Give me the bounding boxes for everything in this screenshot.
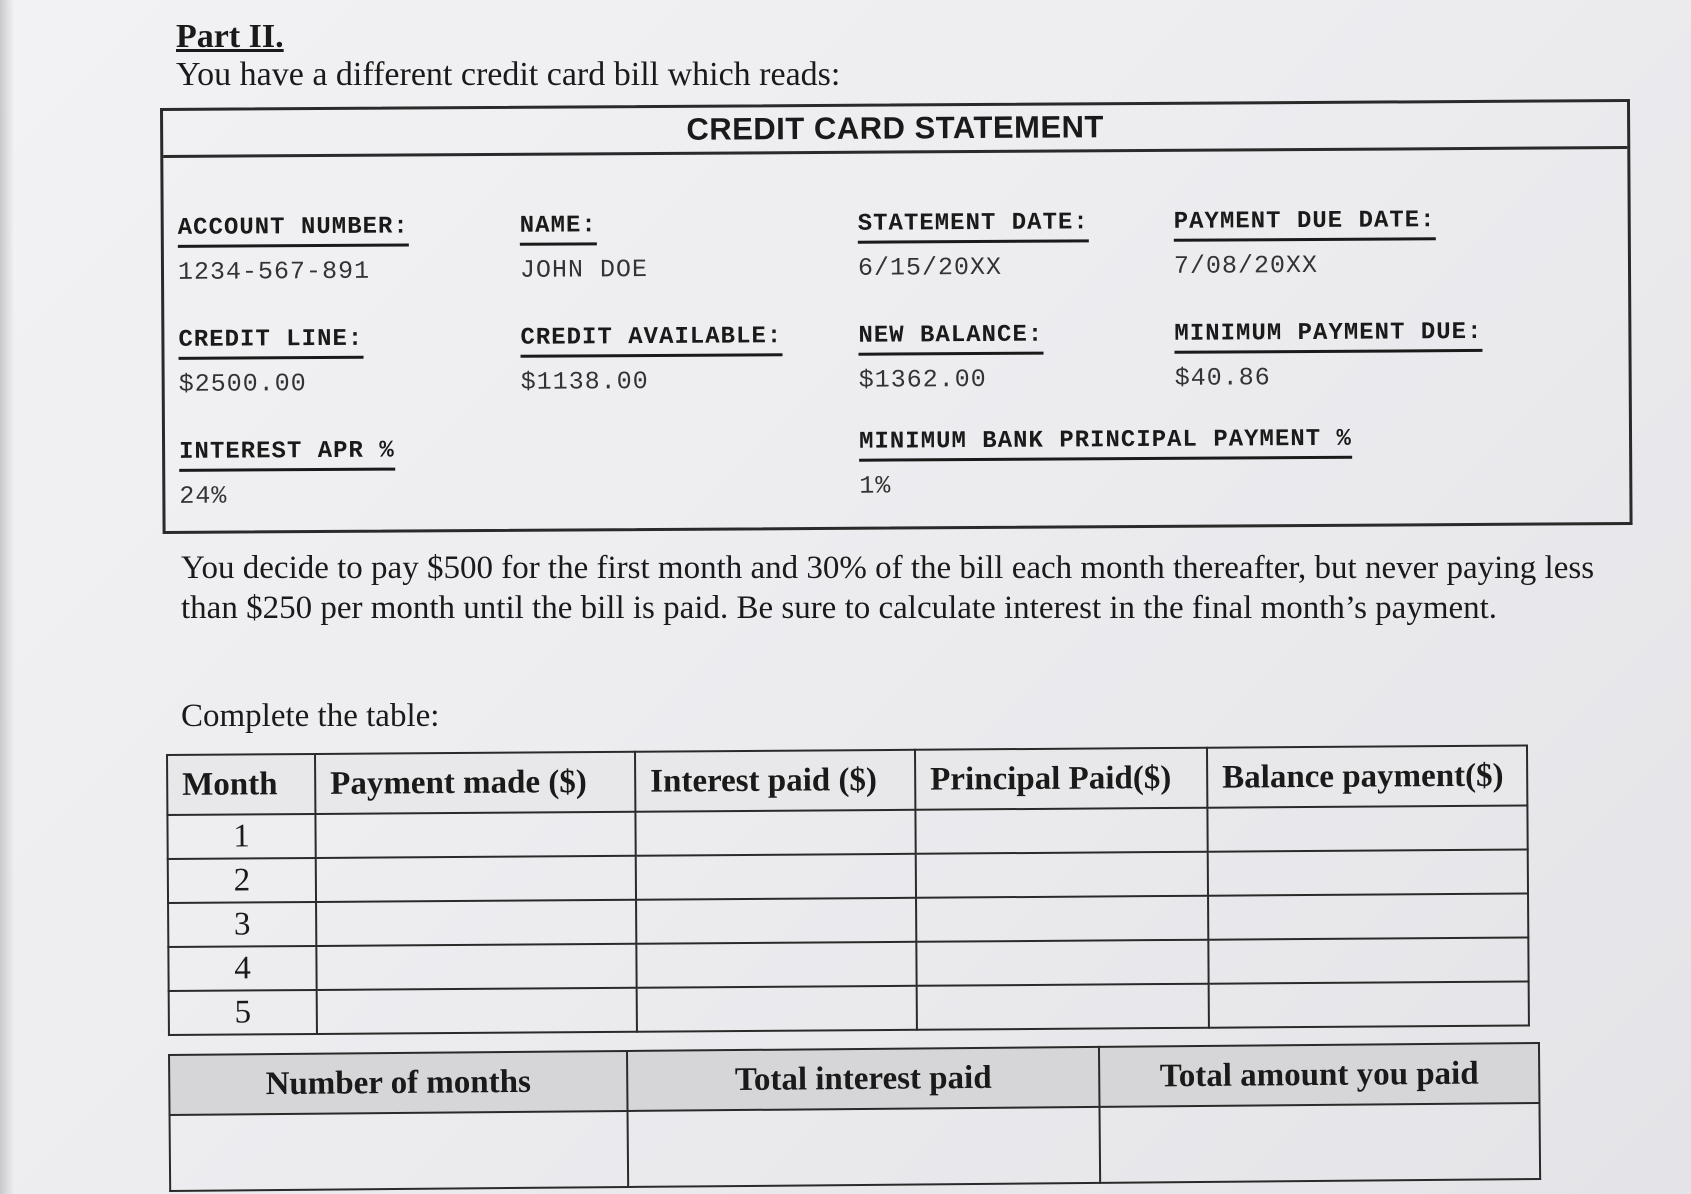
- principal-paid-cell[interactable]: [916, 940, 1208, 986]
- header-payment-made: Payment made ($): [315, 752, 635, 814]
- payment-table: [166, 744, 1530, 1036]
- header-interest-paid: Interest paid ($): [635, 750, 915, 812]
- field-credit-available: [520, 323, 782, 397]
- table-header-row: [167, 745, 1527, 814]
- payment-made-cell[interactable]: [315, 812, 635, 858]
- part-title: Part II.: [176, 18, 284, 55]
- field-value: $1138.00: [520, 367, 649, 397]
- field-label: NEW BALANCE:: [858, 322, 1043, 356]
- field-name: [520, 212, 648, 285]
- summary-table: [168, 1042, 1541, 1192]
- field-label: CREDIT AVAILABLE:: [520, 323, 782, 358]
- field-label: PAYMENT DUE DATE:: [1174, 207, 1436, 242]
- statement-title: CREDIT CARD STATEMENT: [163, 102, 1627, 158]
- field-value: $1362.00: [858, 364, 987, 395]
- table-row: [169, 981, 1529, 1034]
- field-label: NAME:: [520, 212, 597, 245]
- balance-payment-cell[interactable]: [1208, 849, 1528, 895]
- interest-paid-cell[interactable]: [637, 986, 917, 1032]
- field-payment-due-date: [1174, 207, 1436, 281]
- interest-paid-cell[interactable]: [636, 942, 916, 988]
- intro-text: You have a different credit card bill which reads:: [176, 56, 841, 93]
- field-value: 1%: [859, 471, 892, 501]
- principal-paid-cell[interactable]: [917, 984, 1209, 1030]
- month-cell: 5: [169, 990, 317, 1035]
- balance-payment-cell[interactable]: [1208, 893, 1528, 939]
- field-value: 7/08/20XX: [1173, 250, 1319, 281]
- month-cell: 4: [168, 946, 316, 991]
- field-value: 24%: [179, 481, 228, 511]
- balance-payment-cell[interactable]: [1207, 805, 1527, 851]
- total-amount-paid-cell[interactable]: [1099, 1103, 1540, 1183]
- field-label: ACCOUNT NUMBER:: [178, 213, 409, 247]
- instruction-text: Complete the table:: [181, 698, 440, 734]
- table-row: [170, 1103, 1541, 1191]
- month-cell: 3: [168, 902, 316, 947]
- field-value: JOHN DOE: [519, 255, 649, 285]
- interest-paid-cell[interactable]: [636, 898, 916, 944]
- field-minimum-principal-payment: [859, 426, 1352, 501]
- total-interest-paid-cell[interactable]: [628, 1107, 1101, 1187]
- field-label: MINIMUM PAYMENT DUE:: [1174, 319, 1482, 354]
- header-total-interest-paid: Total interest paid: [627, 1047, 1100, 1111]
- header-balance-payment: Balance payment($): [1207, 745, 1527, 807]
- credit-card-statement: [160, 99, 1633, 534]
- field-label: MINIMUM BANK PRINCIPAL PAYMENT %: [859, 426, 1352, 462]
- field-value: $40.86: [1174, 363, 1271, 393]
- field-label: STATEMENT DATE:: [858, 209, 1089, 243]
- header-month: Month: [167, 754, 315, 815]
- interest-paid-cell[interactable]: [635, 810, 915, 856]
- month-cell: 1: [167, 814, 315, 859]
- field-minimum-payment-due: [1174, 319, 1482, 393]
- principal-paid-cell[interactable]: [915, 808, 1207, 854]
- field-label: INTEREST APR %: [179, 438, 395, 472]
- principal-paid-cell[interactable]: [916, 896, 1208, 942]
- field-account-number: [178, 213, 409, 286]
- field-interest-apr: [179, 438, 395, 511]
- payment-made-cell[interactable]: [316, 944, 636, 990]
- number-of-months-cell[interactable]: [170, 1111, 629, 1191]
- field-value: $2500.00: [178, 369, 307, 399]
- balance-payment-cell[interactable]: [1208, 937, 1528, 983]
- field-statement-date: [858, 209, 1089, 282]
- payment-made-cell[interactable]: [316, 900, 636, 946]
- header-total-amount-paid: Total amount you paid: [1099, 1043, 1540, 1107]
- field-credit-line: [178, 326, 363, 399]
- field-value: 1234-567-891: [177, 256, 371, 287]
- balance-payment-cell[interactable]: [1209, 981, 1529, 1027]
- payment-made-cell[interactable]: [317, 988, 637, 1034]
- field-value: 6/15/20XX: [857, 252, 1003, 283]
- payment-made-cell[interactable]: [316, 856, 636, 902]
- principal-paid-cell[interactable]: [916, 852, 1208, 898]
- header-principal-paid: Principal Paid($): [915, 748, 1207, 810]
- interest-paid-cell[interactable]: [636, 854, 916, 900]
- field-new-balance: [858, 322, 1043, 395]
- problem-text: You decide to pay $500 for the first month and 30% of the bill each month thereafter, but never paying less than $250 per month until the bill is paid. Be sure to calculate interest in the final month’s payment.: [181, 550, 1595, 626]
- field-label: CREDIT LINE:: [178, 326, 363, 360]
- month-cell: 2: [168, 858, 316, 903]
- page-edge-shadow: [0, 0, 14, 1194]
- header-number-of-months: Number of months: [169, 1051, 628, 1115]
